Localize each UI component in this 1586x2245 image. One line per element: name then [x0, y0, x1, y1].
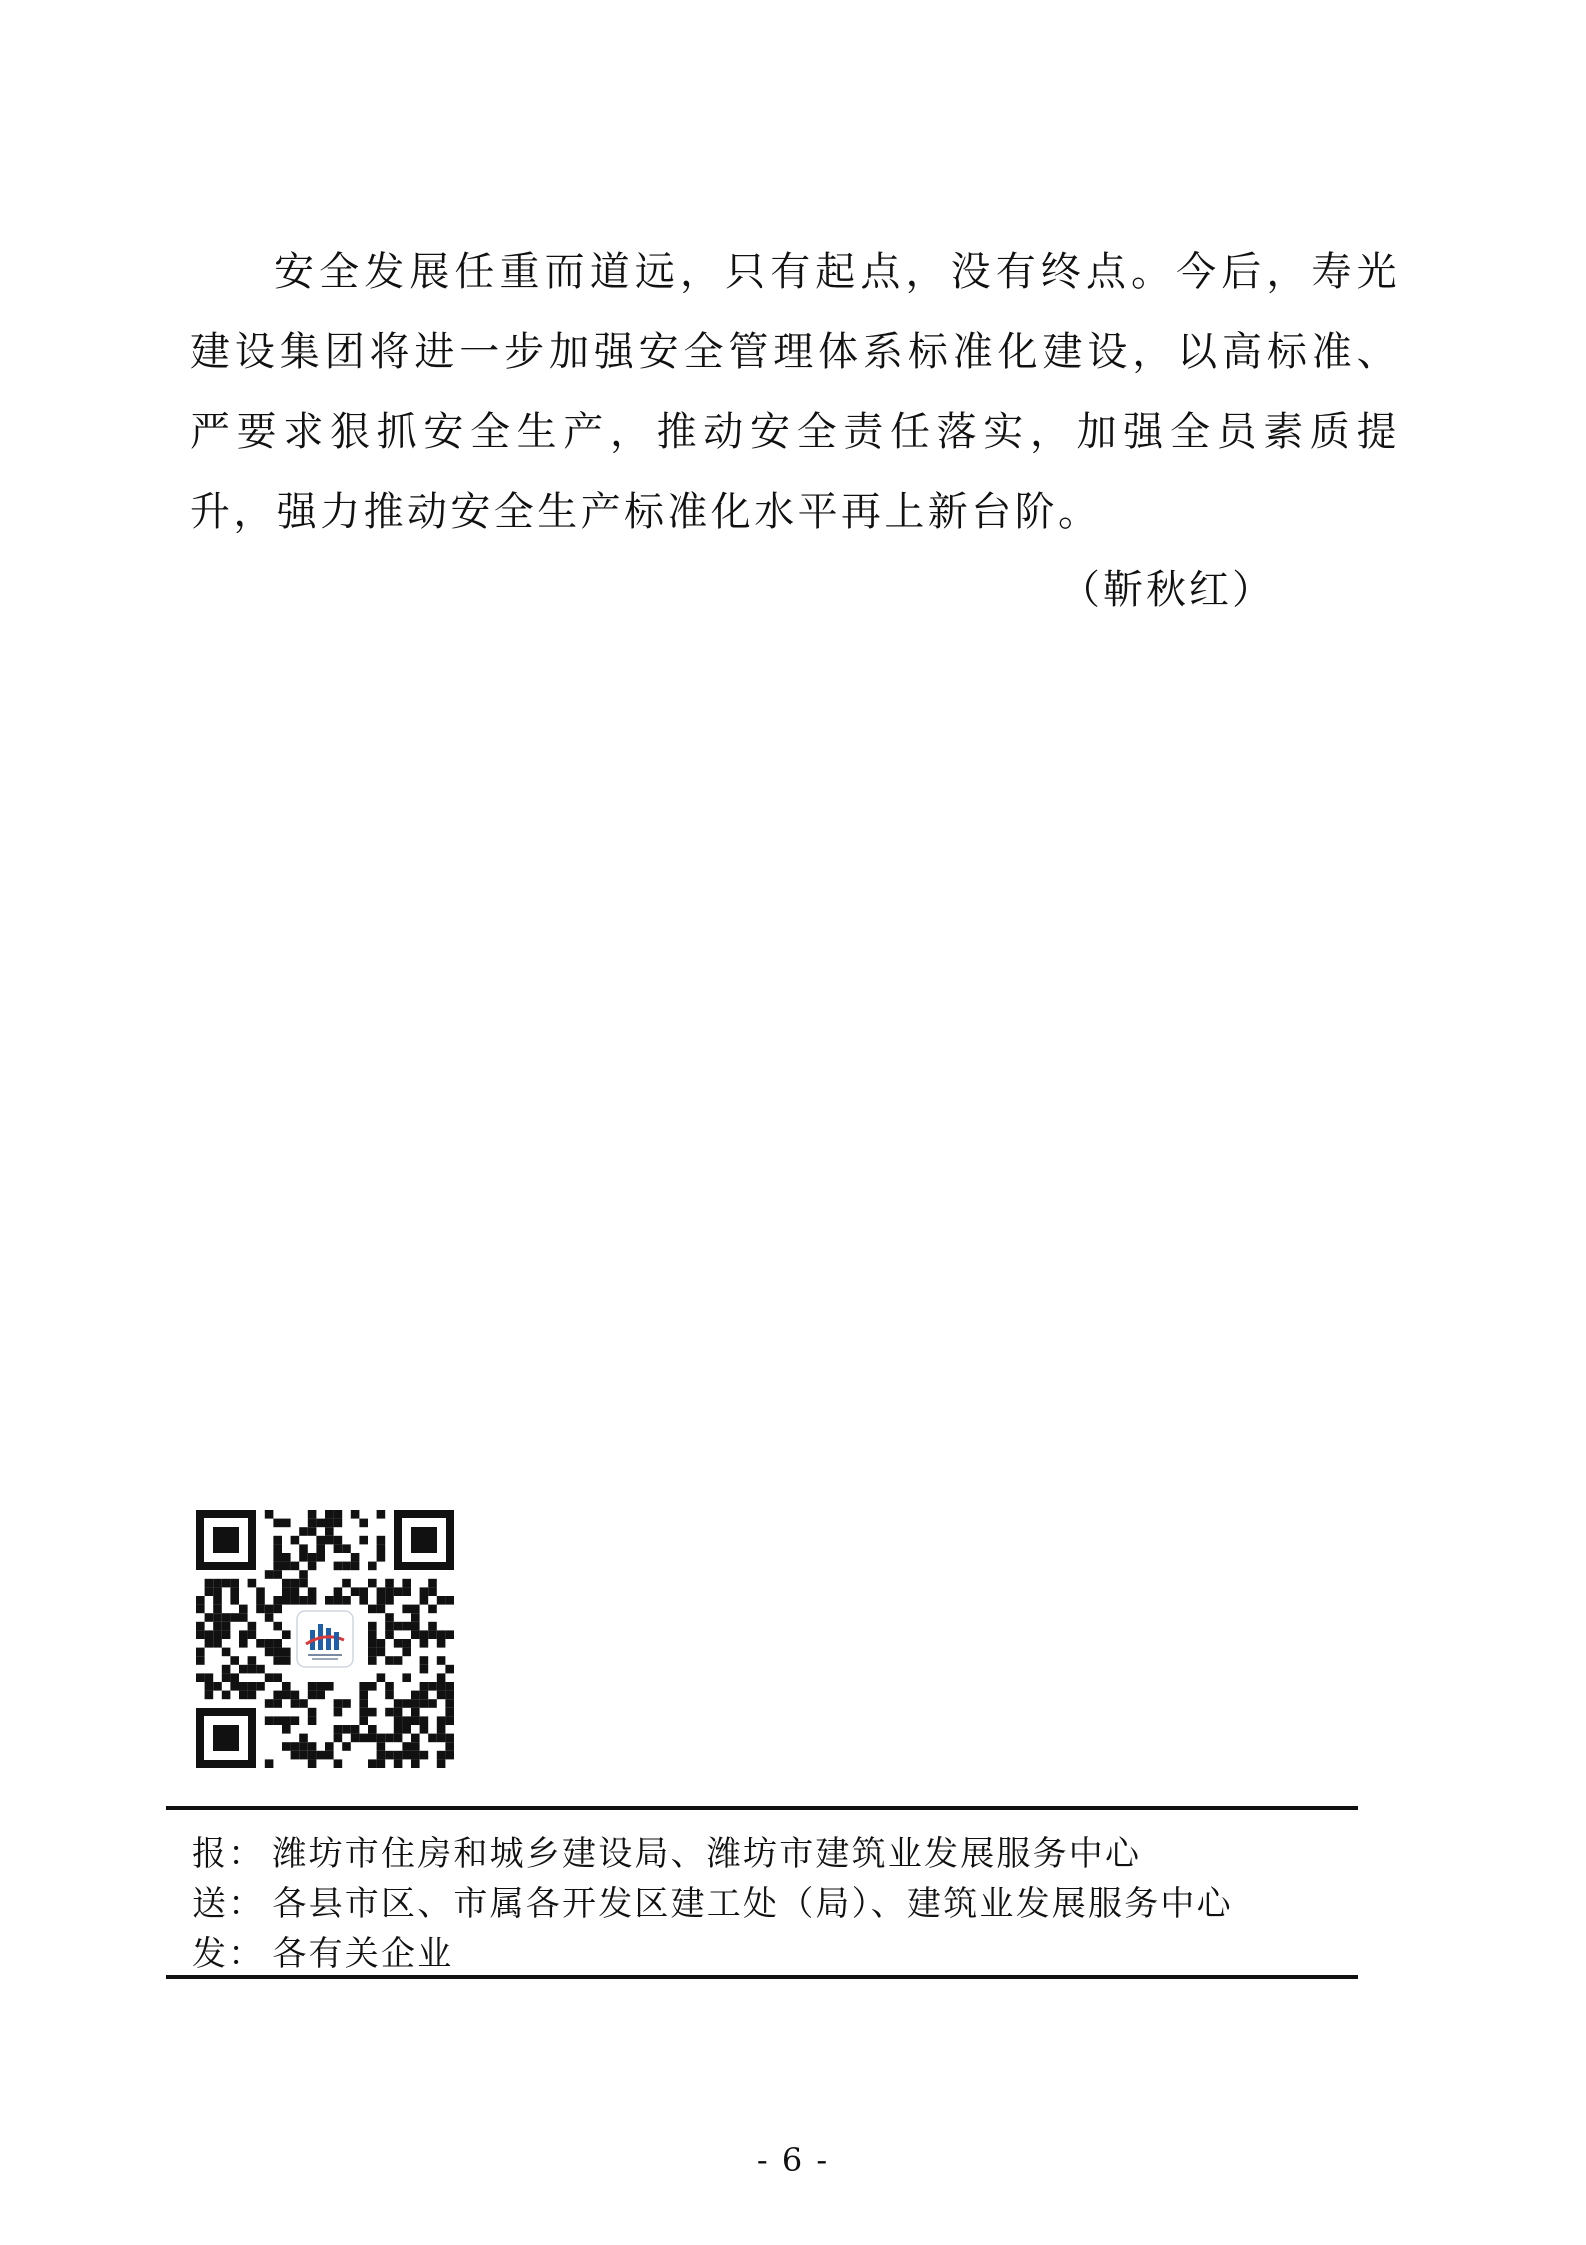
- organization-logo-icon: [296, 1610, 354, 1668]
- send-label: 送：: [192, 1884, 265, 1924]
- issue-label: 发：: [192, 1934, 265, 1974]
- qr-code-icon: [196, 1510, 454, 1768]
- issue-recipients: 各有关企业: [272, 1934, 454, 1974]
- footer-send-line: [192, 1880, 1233, 1928]
- report-label: 报：: [192, 1834, 265, 1874]
- author-attribution: （靳秋红）: [1060, 567, 1275, 613]
- send-recipients: 各县市区、市属各开发区建工处（局）、建筑业发展服务中心: [272, 1884, 1233, 1924]
- footer-issue-line: [192, 1930, 453, 1978]
- footer-bottom-rule: [166, 1975, 1358, 1979]
- report-recipients: 潍坊市住房和城乡建设局、潍坊市建筑业发展服务中心: [272, 1834, 1142, 1874]
- footer-top-rule: [166, 1806, 1358, 1810]
- footer-report-line: [192, 1830, 1141, 1878]
- page-number: - 6 -: [756, 2141, 830, 2179]
- body-paragraph: 安全发展任重而道远，只有起点，没有终点。今后，寿光建设集团将进一步加强安全管理体系标准化建设，以高标准、严要求狠抓安全生产，推动安全责任落实，加强全员素质提升，强力推动安全生产标准化水平再上新台阶。: [190, 249, 1400, 535]
